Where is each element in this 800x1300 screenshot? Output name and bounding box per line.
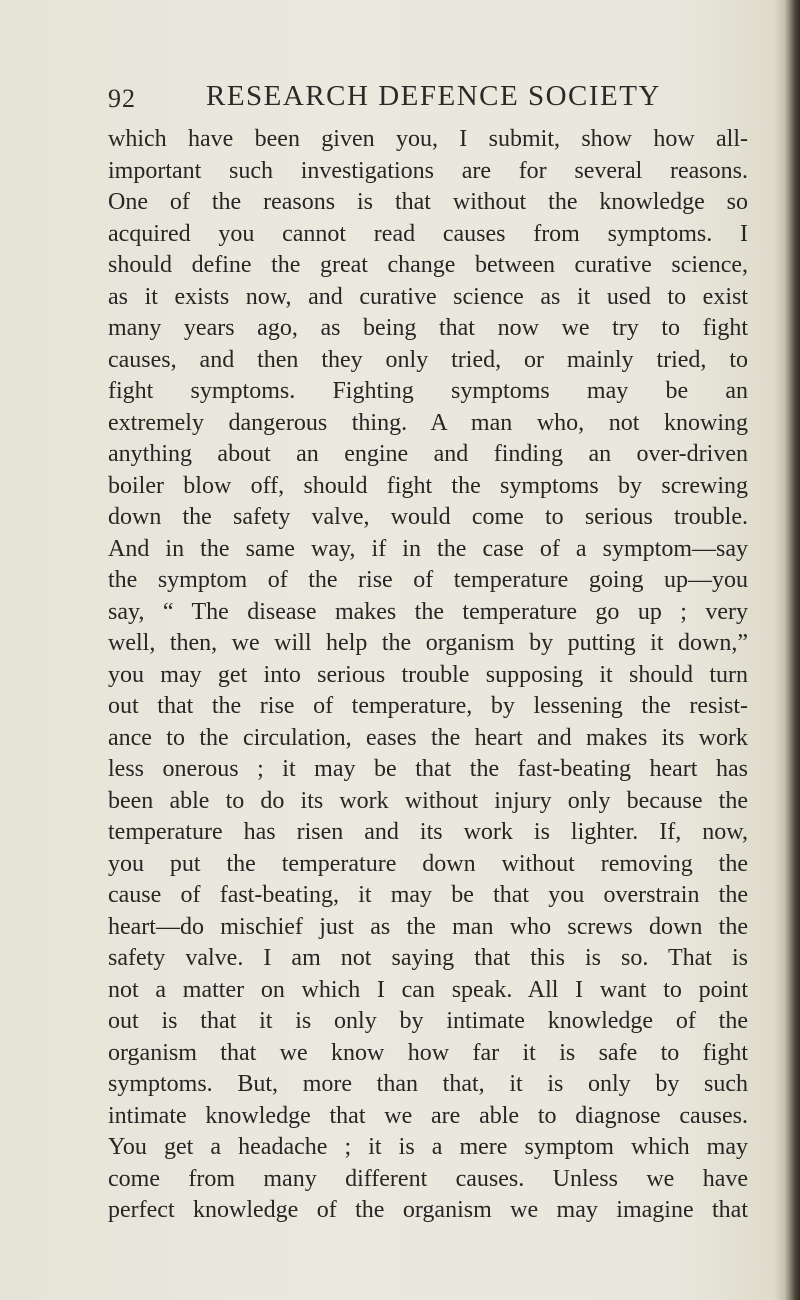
text-line: perfect knowledge of the organism we may imagine that (108, 1197, 748, 1223)
text-line: which have been given you, I submit, show how all- (108, 126, 748, 152)
page-gutter-shadow (774, 0, 784, 1300)
text-line: safety valve. I am not saying that this is so. That is (108, 945, 748, 971)
text-line: come from many different causes. Unless we have (108, 1165, 748, 1192)
text-line: the symptom of the rise of temperature going up—you (108, 567, 748, 593)
page-number: 92 (108, 84, 136, 113)
text-line: heart—do mischief just as the man who screws down the (108, 913, 748, 940)
text-line: intimate knowledge that we are able to diagnose causes. (108, 1102, 748, 1129)
text-line: you put the temperature down without removing the (108, 850, 748, 877)
text-line: as it exists now, and curative science as it used to exist (108, 283, 748, 310)
running-head (108, 80, 748, 120)
text-line: symptoms. But, more than that, it is only by such (108, 1071, 748, 1097)
running-title: RESEARCH DEFENCE SOCIETY (206, 80, 661, 112)
text-line: acquired you cannot read causes from symptoms. I (108, 220, 748, 247)
text-line: you may get into serious trouble supposing it should turn (108, 661, 748, 688)
text-line: boiler blow off, should fight the symptoms by screwing (108, 472, 748, 499)
text-line: down the safety valve, would come to serious trouble. (108, 504, 748, 530)
text-line: ance to the circulation, eases the heart and makes its work (108, 724, 748, 751)
text-line: anything about an engine and finding an over-driven (108, 441, 748, 467)
book-binding-edge (784, 0, 800, 1300)
text-line: organism that we know how far it is safe to fight (108, 1039, 748, 1066)
text-line: extremely dangerous thing. A man who, not knowing (108, 409, 748, 436)
text-line: many years ago, as being that now we try to fight (108, 315, 748, 341)
text-line: not a matter on which I can speak. All I want to point (108, 976, 748, 1003)
text-line: cause of fast-beating, it may be that you overstrain the (108, 882, 748, 908)
text-line: well, then, we will help the organism by putting it down,” (108, 630, 748, 656)
text-line: important such investigations are for several reasons. (108, 157, 748, 184)
text-line: out is that it is only by intimate knowledge of the (108, 1008, 748, 1034)
text-line: One of the reasons is that without the knowledge so (108, 189, 748, 215)
text-line: should define the great change between curative science, (108, 252, 748, 278)
text-line: And in the same way, if in the case of a symptom—say (108, 535, 748, 562)
text-line: fight symptoms. Fighting symptoms may be an (108, 378, 748, 404)
text-line: causes, and then they only tried, or mainly tried, to (108, 346, 748, 373)
text-line: been able to do its work without injury only because the (108, 787, 748, 814)
text-line: You get a headache ; it is a mere symptom which may (108, 1134, 748, 1160)
text-line: temperature has risen and its work is lighter. If, now, (108, 819, 748, 845)
text-line: less onerous ; it may be that the fast-beating heart has (108, 756, 748, 782)
text-line: out that the rise of temperature, by lessening the resist- (108, 693, 748, 719)
body-text (108, 124, 748, 1227)
text-line: say, “ The disease makes the temperature go up ; very (108, 598, 748, 625)
